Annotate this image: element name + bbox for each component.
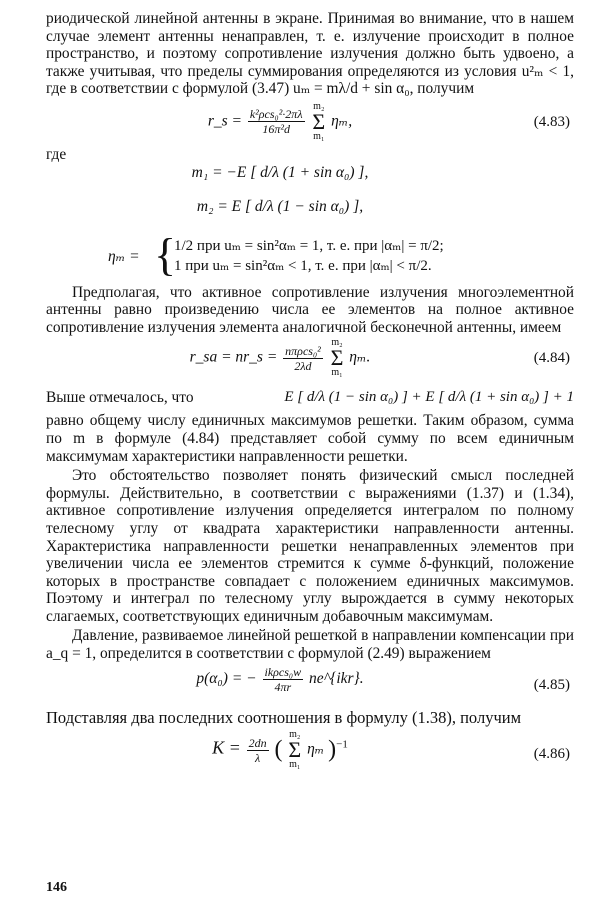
eq84-fraction bbox=[283, 344, 323, 373]
eq84-denominator: 2λd bbox=[294, 358, 312, 373]
eq86-fraction bbox=[247, 736, 269, 765]
eq86-term: ηₘ bbox=[307, 740, 325, 758]
paragraph-1: риодической линейной антенны в экране. Принимая во внимание, что в нашем случае элемент антенны ненаправлен, т. е. излучение происходит в полное пространство, и поэтому сопротивление излучения должно быть удвоено, а также учитывая, что пределы суммирования определяются из условия u²ₘ < 1, где в соответствии с формулой (3.47) uₘ = mλ/d + sin α₀, получим bbox=[46, 10, 574, 98]
eq83-term: ηₘ, bbox=[331, 112, 353, 130]
eq83-label: (4.83) bbox=[533, 113, 570, 130]
paragraph-2: Предполагая, что активное сопротивление излучения многоэлементной антенны равно произведению числа ее элементов на полное активное сопротивление излучения элемента аналогичной бесконечной антенны, имеем bbox=[46, 283, 574, 336]
eq84-label: (4.84) bbox=[533, 350, 570, 367]
paragraph-6: Подставляя два последних соотношения в формулу (1.38), получим bbox=[46, 707, 522, 727]
equation-eta bbox=[46, 228, 574, 280]
eq85-numerator: ikρcs₀w bbox=[264, 664, 302, 679]
eq86-label: (4.86) bbox=[533, 746, 570, 763]
eq86-sum-upper: m₂ bbox=[289, 729, 301, 741]
where-word: где bbox=[46, 145, 67, 163]
inline-expression-line bbox=[46, 382, 574, 412]
eq86-sum: m₂ Σ m₁ bbox=[288, 729, 302, 771]
eq86-lhs: K = bbox=[212, 737, 241, 758]
eq85-denominator: 4πr bbox=[274, 679, 292, 694]
eq84-numerator: nπρcs₀² bbox=[285, 343, 321, 358]
page-number: 146 bbox=[46, 880, 67, 895]
inline-expression: E [ d/λ (1 − sin α₀) ] + E [ d/λ (1 + sin α₀) ] + 1 bbox=[284, 388, 574, 405]
eq86-left-paren: ( bbox=[274, 736, 283, 763]
paragraph-5: Давление, развиваемое линейной решеткой в направлении компенсации при a_q = 1, определится в соответствии с формулой (2.49) выражением bbox=[46, 627, 574, 663]
eq85-fraction bbox=[263, 665, 304, 694]
m1-expression: m₁ = −E [ d/λ (1 + sin α₀) ], bbox=[191, 163, 369, 181]
eq86-numerator: 2dn bbox=[248, 735, 267, 750]
cases-brace: { bbox=[154, 228, 177, 280]
equation-4-84 bbox=[46, 338, 574, 382]
eq84-term: ηₘ. bbox=[349, 348, 371, 366]
eq83-fraction bbox=[248, 107, 305, 136]
eq86-denominator: λ bbox=[255, 750, 261, 765]
eq83-numerator: k²ρcs₀²·2πλ bbox=[249, 107, 303, 122]
eq84-lhs: r_sa = nr_s = bbox=[189, 348, 278, 366]
eq85-tail: ne^{ikr}. bbox=[308, 669, 364, 687]
eq84-sum: m₂ Σ m₁ bbox=[330, 337, 344, 379]
eq86-power: −1 bbox=[336, 738, 348, 751]
eq85-label: (4.85) bbox=[533, 676, 570, 693]
eq85-lhs: p(α₀) = − bbox=[196, 669, 257, 687]
eta-lhs: ηₘ = bbox=[108, 247, 140, 265]
equation-4-86 bbox=[46, 730, 574, 780]
eq84-sum-lower: m₁ bbox=[331, 367, 343, 379]
eta-case-1: 1/2 при uₘ = sin²αₘ = 1, т. е. при |αₘ| = π/2; bbox=[174, 237, 444, 254]
eta-case-2: 1 при uₘ = sin²αₘ < 1, т. е. при |αₘ| < π/2. bbox=[174, 257, 432, 274]
equation-4-83 bbox=[46, 102, 574, 146]
eq84-sum-upper: m₂ bbox=[331, 337, 343, 349]
equation-4-85 bbox=[46, 665, 574, 705]
eq83-lhs: r_s = bbox=[207, 112, 242, 130]
equation-m2 bbox=[46, 198, 574, 234]
eq83-sum-lower: m₁ bbox=[313, 130, 325, 142]
eq86-sum-lower: m₁ bbox=[289, 759, 301, 771]
eq83-sum: m₂ Σ m₁ bbox=[312, 100, 326, 142]
eq83-sum-upper: m₂ bbox=[313, 100, 325, 112]
paragraph-3-start: Выше отмечалось, что bbox=[46, 388, 194, 406]
m2-expression: m₂ = E [ d/λ (1 − sin α₀) ], bbox=[196, 197, 364, 215]
paragraph-4: Это обстоятельство позволяет понять физический смысл последней формулы. Действительно, в соответствии с выражениями (1.37) и (1.34), активное сопротивление излучения определяется интегралом по полному телесному углу от квадрата характеристики направленности антенны. Характеристика направленности решетки ненаправленных элементов при увеличении числа ее элементов стремится к сумме δ-функций, положение которых в пространстве совпадает с положением единичных максимумов. Поэтому и интеграл по телесному углу вырождается в сумму некоторых слагаемых, соответствующих единичным добавочным максимумам. bbox=[46, 467, 574, 625]
paragraph-3-rest: равно общему числу единичных максимумов решетки. Таким образом, сумма по m в формуле (4.84) представляет собой сумму по всем единичным максимумам характеристики направленности решетки. bbox=[46, 412, 574, 465]
page-content bbox=[46, 10, 574, 780]
eq83-denominator: 16π²d bbox=[262, 122, 290, 137]
eq86-right-paren: ) bbox=[328, 736, 337, 763]
equation-m1 bbox=[46, 164, 574, 198]
